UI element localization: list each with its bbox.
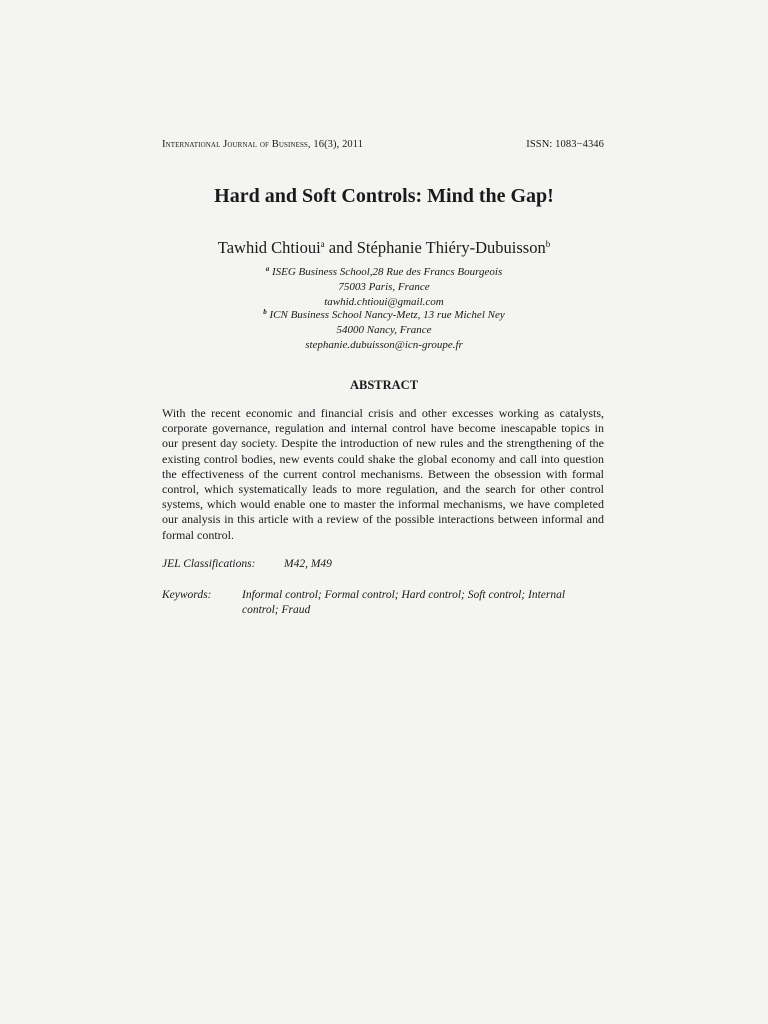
author-2-affil-marker: b — [545, 239, 551, 249]
keywords-label: Keywords: — [162, 589, 212, 601]
issn-number: ISSN: 1083−4346 — [526, 139, 604, 150]
keywords-list: Informal control; Formal control; Hard control; Soft control; Internal control; Fraud — [242, 589, 566, 616]
paper-title: Hard and Soft Controls: Mind the Gap! — [214, 185, 554, 207]
affiliation-b-institution: $^b$ ICN Business School Nancy-Metz, 13 rue Michel Ney — [263, 308, 505, 321]
author-name-2: Stéphanie Thiéry-Dubuisson — [356, 238, 546, 257]
abstract-heading: ABSTRACT — [349, 378, 419, 392]
affiliation-b-email: stephanie.dubuisson@icn-groupe.fr — [305, 339, 463, 351]
affiliation-a-marker: a — [265, 265, 270, 273]
author-name-1: Tawhid Chtioui — [217, 238, 321, 257]
jel-codes: M42, M49 — [284, 558, 332, 570]
abstract-text: With the recent economic and financial crisis and other excesses working as catalysts, corporate governance, regulation and internal control have become inescapable topics in our present day society. Despite the introduction of new rules and the strengthening of the existing control bodies, new events could shake the global economy and call into question the effectiveness of the current control mechanisms. Between the obsession with formal control, which systematically leads to more regulation, and the search for other control systems, which would enable one to master the informal mechanisms, we have completed our analysis in this article with a review of the possible interactions between informal and formal control. — [162, 406, 604, 542]
affiliation-a-institution: $^a$ ISEG Business School,28 Rue des Francs Bourgeois — [265, 265, 503, 278]
author-line — [0, 238, 768, 258]
affiliation-a-city: 75003 Paris, France — [338, 281, 430, 293]
affiliation-a-email: tawhid.chtioui@gmail.com — [324, 296, 444, 308]
jel-classifications — [162, 558, 604, 570]
affiliation-b — [0, 305, 768, 353]
author-conjunction: and — [324, 238, 357, 257]
author-1-affil-marker: a — [320, 239, 325, 249]
journal-citation: International Journal of Business, 16(3), 2011 — [162, 139, 364, 150]
affiliation-b-city: 54000 Nancy, France — [336, 324, 432, 336]
jel-label: JEL Classifications: — [162, 558, 256, 570]
affiliation-b-marker: b — [263, 308, 267, 316]
affiliation-a — [0, 262, 768, 310]
